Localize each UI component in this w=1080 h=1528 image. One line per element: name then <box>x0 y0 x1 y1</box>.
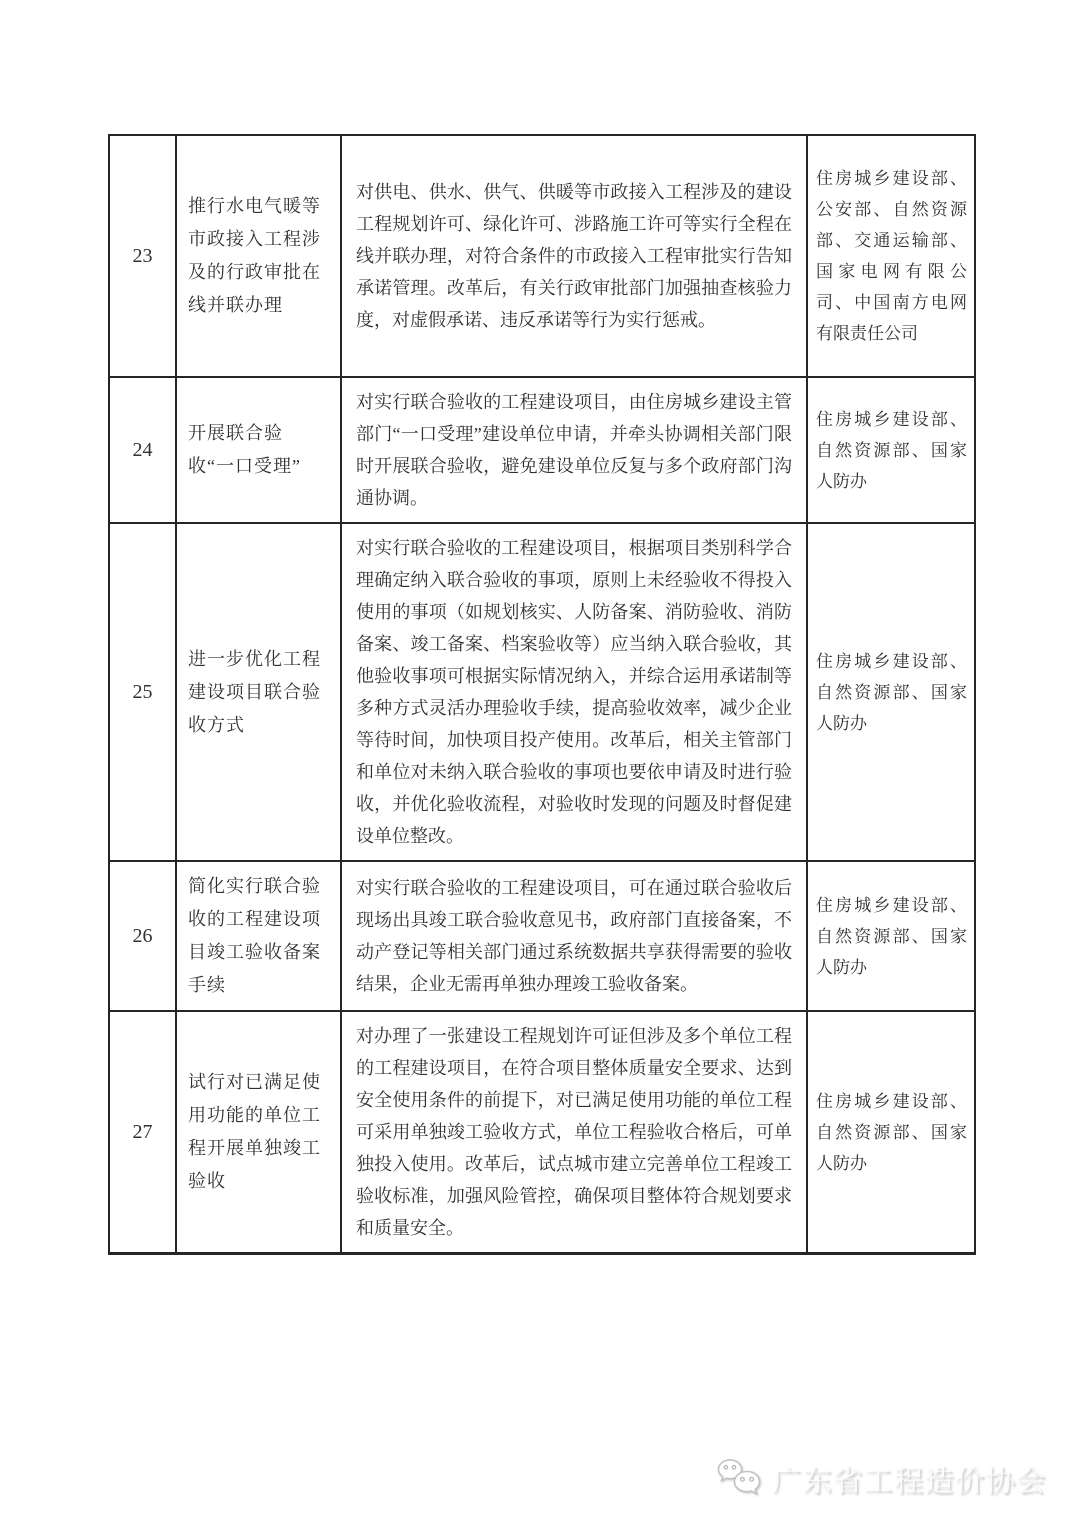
wechat-bubbles-icon <box>715 1457 765 1501</box>
watermark-text: 广东省工程造价协会 <box>772 1465 1047 1498</box>
measure-title-cell: 进一步优化工程建设项目联合验收方式 <box>176 523 341 861</box>
departments-cell: 住房城乡建设部、自然资源部、国家人防办 <box>807 1011 975 1254</box>
row-number-cell: 27 <box>109 1011 176 1254</box>
description-cell: 对实行联合验收的工程建设项目，可在通过联合验收后现场出具竣工联合验收意见书，政府部门直接备案，不动产登记等相关部门通过系统数据共享获得需要的验收结果，企业无需再单独办理竣工验收备案。 <box>341 861 807 1011</box>
description-cell: 对实行联合验收的工程建设项目，由住房城乡建设主管部门“一口受理”建设单位申请，并牵头协调相关部门限时开展联合验收，避免建设单位反复与多个政府部门沟通协调。 <box>341 377 807 523</box>
association-watermark <box>715 1456 1047 1502</box>
departments-cell: 住房城乡建设部、自然资源部、国家人防办 <box>807 523 975 861</box>
departments-cell: 住房城乡建设部、自然资源部、国家人防办 <box>807 377 975 523</box>
row-number-cell: 23 <box>109 135 176 377</box>
measure-title-cell: 试行对已满足使用功能的单位工程开展单独竣工验收 <box>176 1011 341 1254</box>
row-number-cell: 25 <box>109 523 176 861</box>
row-number-cell: 26 <box>109 861 176 1011</box>
measure-title-cell: 推行水电气暖等市政接入工程涉及的行政审批在线并联办理 <box>176 135 341 377</box>
measures-table <box>108 134 976 1255</box>
table-row <box>109 861 975 1011</box>
measure-title-cell: 开展联合验收“一口受理” <box>176 377 341 523</box>
description-cell: 对办理了一张建设工程规划许可证但涉及多个单位工程的工程建设项目，在符合项目整体质量安全要求、达到安全使用条件的前提下，对已满足使用功能的单位工程可采用单独竣工验收方式，单位工程验收合格后，可单独投入使用。改革后，试点城市建立完善单位工程竣工验收标准，加强风险管控，确保项目整体符合规划要求和质量安全。 <box>341 1011 807 1254</box>
measure-title-cell: 简化实行联合验收的工程建设项目竣工验收备案手续 <box>176 861 341 1011</box>
table-row <box>109 377 975 523</box>
table-row <box>109 1011 975 1254</box>
departments-cell: 住房城乡建设部、自然资源部、国家人防办 <box>807 861 975 1011</box>
table-row <box>109 135 975 377</box>
departments-cell: 住房城乡建设部、公安部、自然资源部、交通运输部、国家电网有限公司、中国南方电网有限责任公司 <box>807 135 975 377</box>
table-row <box>109 523 975 861</box>
description-cell: 对供电、供水、供气、供暖等市政接入工程涉及的建设工程规划许可、绿化许可、涉路施工许可等实行全程在线并联办理，对符合条件的市政接入工程审批实行告知承诺管理。改革后，有关行政审批部门加强抽查核验力度，对虚假承诺、违反承诺等行为实行惩戒。 <box>341 135 807 377</box>
description-cell: 对实行联合验收的工程建设项目，根据项目类别科学合理确定纳入联合验收的事项，原则上未经验收不得投入使用的事项（如规划核实、人防备案、消防验收、消防备案、竣工备案、档案验收等）应当纳入联合验收，其他验收事项可根据实际情况纳入，并综合运用承诺制等多种方式灵活办理验收手续，提高验收效率，减少企业等待时间，加快项目投产使用。改革后，相关主管部门和单位对未纳入联合验收的事项也要依申请及时进行验收，并优化验收流程，对验收时发现的问题及时督促建设单位整改。 <box>341 523 807 861</box>
row-number-cell: 24 <box>109 377 176 523</box>
